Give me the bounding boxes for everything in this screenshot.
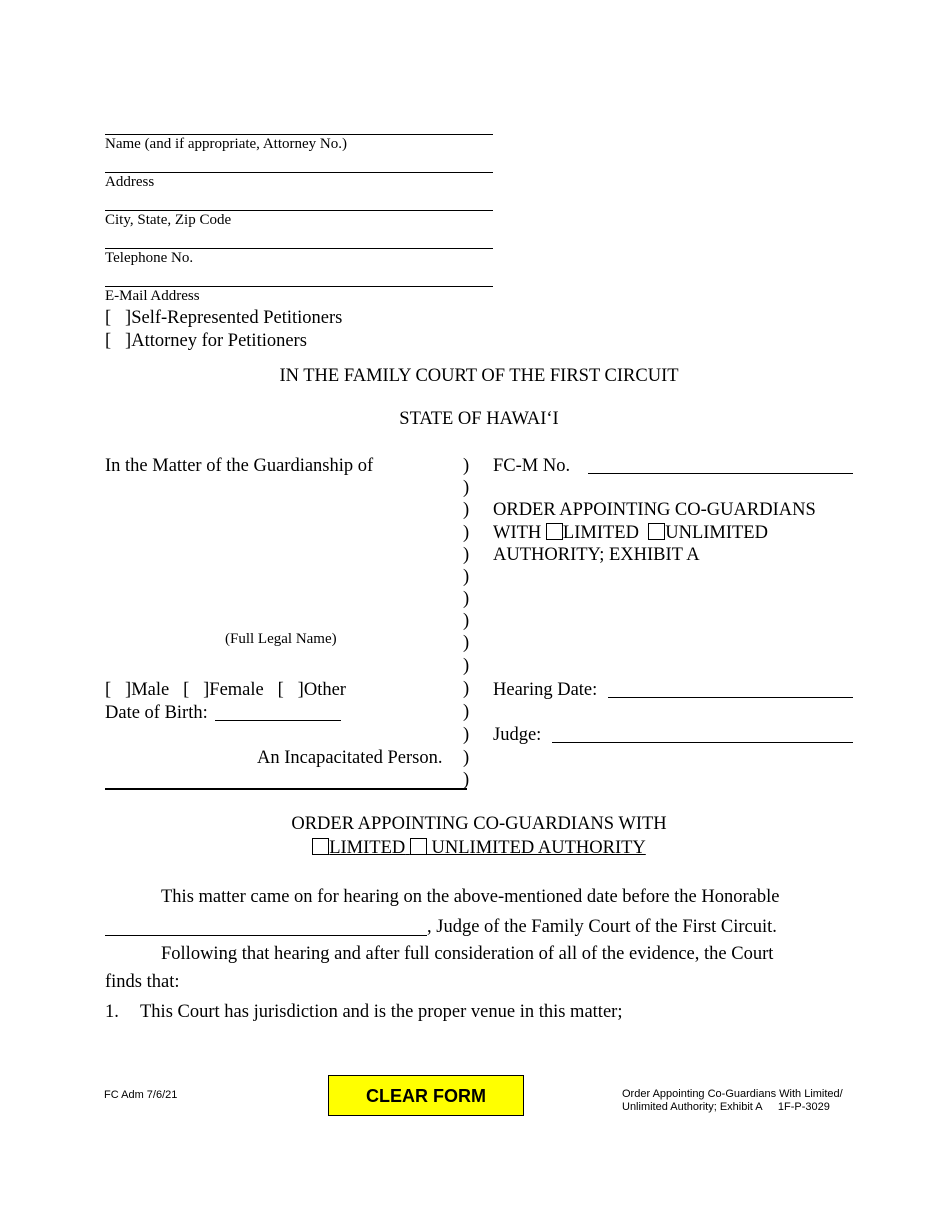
doc-title-line2 [493,523,768,544]
female-checkbox[interactable]: [ ] [183,680,210,700]
para1-start: This matter came on for hearing on the above-mentioned date before the Honorable [161,887,780,907]
caption-paren: ) [463,702,470,722]
footer-doc-name [622,1088,843,1114]
attorney-option[interactable] [105,331,307,352]
judge-field[interactable] [552,742,853,743]
caption-paren: ) [463,478,470,498]
caption-bottom-line [105,788,467,790]
caption-paren: ) [463,656,470,676]
matter-text: In the Matter of the Guardianship of [105,456,374,476]
footer-doc-name-line2-text: Unlimited Authority; Exhibit A [622,1101,763,1113]
caption-paren: ) [463,725,470,745]
court-state: STATE OF HAWAI‘I [399,409,559,429]
name-line[interactable] [105,134,493,135]
caption-paren: ) [463,589,470,609]
female-label: Female [209,680,264,700]
city-label: City, State, Zip Code [105,212,232,228]
self-represented-checkbox[interactable]: [ ] [105,308,132,328]
caption-paren: ) [463,500,470,520]
male-label: Male [131,680,170,700]
clear-form-button[interactable]: CLEAR FORM [328,1075,524,1116]
caption-paren: ) [463,611,470,631]
dob-label: Date of Birth: [105,703,208,723]
footer-doc-name-line2 [622,1101,843,1114]
incapacitated-label: An Incapacitated Person. [257,748,443,768]
address-line[interactable] [105,172,493,173]
heading-limited: LIMITED [329,838,406,858]
full-legal-name-label: (Full Legal Name) [225,631,337,647]
caption-paren: ) [463,679,470,699]
para2-end: finds that: [105,972,180,992]
caption-paren: ) [463,633,470,653]
heading-unlimited-checkbox[interactable] [410,838,427,855]
item1-number: 1. [105,1002,119,1022]
other-checkbox[interactable]: [ ] [277,680,304,700]
doc-title-line1: ORDER APPOINTING CO-GUARDIANS [493,500,816,520]
order-heading-line1: ORDER APPOINTING CO-GUARDIANS WITH [291,814,667,834]
para1-end: , Judge of the Family Court of the First Circuit. [427,917,777,937]
sex-options [105,680,346,701]
heading-unlimited: UNLIMITED AUTHORITY [431,838,646,858]
dob-line[interactable] [215,720,341,721]
footer-doc-name-line1: Order Appointing Co-Guardians With Limited/ [622,1088,843,1100]
attorney-label: Attorney for Petitioners [131,331,307,351]
doc-title-unlimited: UNLIMITED [665,523,768,543]
self-represented-label: Self-Represented Petitioners [131,308,343,328]
court-name: IN THE FAMILY COURT OF THE FIRST CIRCUIT [279,366,679,386]
self-represented-option[interactable] [105,308,342,329]
attorney-checkbox[interactable]: [ ] [105,331,132,351]
unlimited-checkbox[interactable] [648,523,665,540]
para2-start: Following that hearing and after full consideration of all of the evidence, the Court [161,944,774,964]
telephone-label: Telephone No. [105,250,194,266]
address-label: Address [105,174,155,190]
male-checkbox[interactable]: [ ] [105,680,132,700]
caption-paren: ) [463,523,470,543]
caption-paren: ) [463,748,470,768]
limited-checkbox[interactable] [546,523,563,540]
honorable-judge-field[interactable] [105,935,427,936]
doc-title-limited: LIMITED [562,523,639,543]
name-label: Name (and if appropriate, Attorney No.) [105,136,347,152]
other-label: Other [303,680,346,700]
doc-title-with: WITH [493,523,542,543]
item1-text: This Court has jurisdiction and is the proper venue in this matter; [140,1002,623,1022]
form-code: FC Adm 7/6/21 [104,1089,178,1101]
doc-title-line3: AUTHORITY; EXHIBIT A [493,545,700,565]
caption-paren: ) [463,770,470,790]
caption-paren: ) [463,567,470,587]
email-label: E-Mail Address [105,288,200,304]
telephone-line[interactable] [105,248,493,249]
hearing-date-field[interactable] [608,697,853,698]
order-heading-line2 [0,838,950,859]
email-line[interactable] [105,286,493,287]
footer-form-number: 1F-P-3029 [777,1101,830,1113]
case-no-field[interactable] [588,473,853,474]
caption-paren: ) [463,456,470,476]
caption-paren: ) [463,545,470,565]
judge-label: Judge: [493,725,542,745]
case-no-label: FC-M No. [493,456,571,476]
order-heading-line2-text [312,838,646,858]
heading-limited-checkbox[interactable] [312,838,329,855]
hearing-date-label: Hearing Date: [493,680,598,700]
city-line[interactable] [105,210,493,211]
